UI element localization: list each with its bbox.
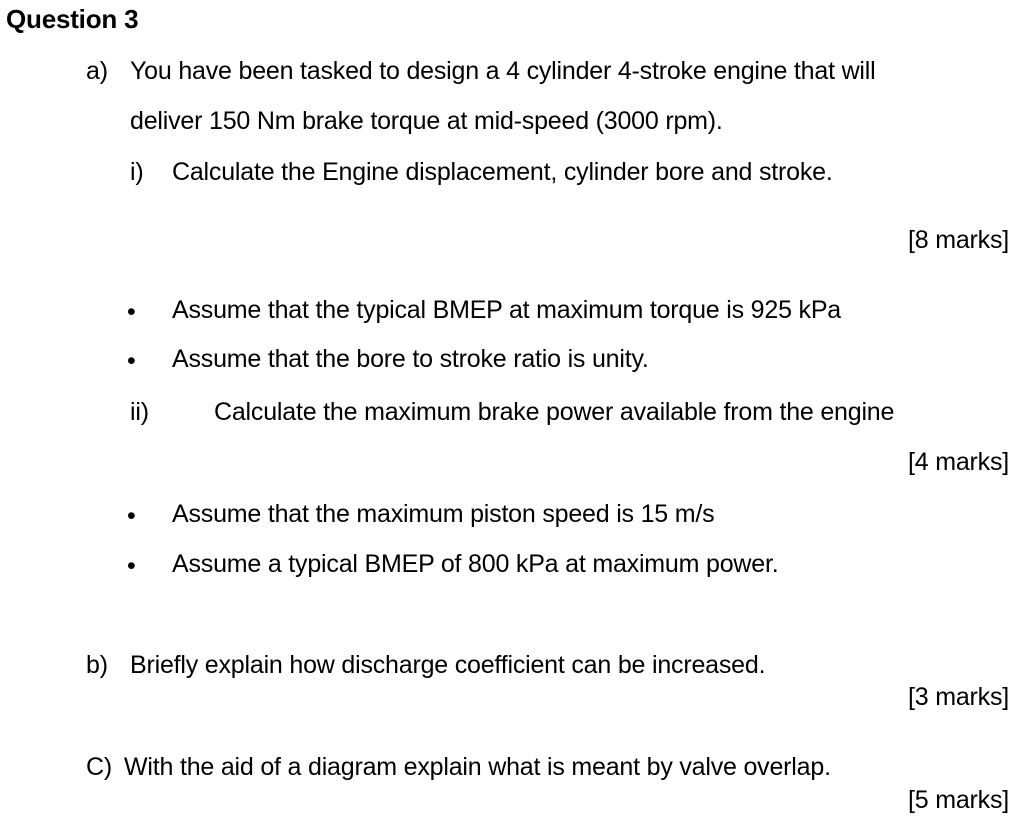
- part-c-text: With the aid of a diagram explain what is meant by valve overlap.: [124, 753, 831, 781]
- part-c-label: C): [86, 753, 112, 781]
- question-heading: Question 3: [6, 4, 139, 34]
- part-b-label: b): [86, 651, 108, 679]
- part-a-i-marks: [8 marks]: [908, 226, 1009, 254]
- bullet-glyph: •: [127, 552, 136, 580]
- part-a-ii-marks: [4 marks]: [908, 448, 1009, 476]
- part-b-marks: [3 marks]: [908, 683, 1009, 711]
- bullet-glyph: •: [127, 347, 136, 375]
- part-a-i-text: Calculate the Engine displacement, cylinder bore and stroke.: [172, 158, 833, 186]
- part-a-ii-label: ii): [130, 398, 149, 426]
- part-b-text: Briefly explain how discharge coefficient can be increased.: [130, 651, 766, 679]
- part-a-line-2: deliver 150 Nm brake torque at mid-speed (3000 rpm).: [130, 107, 723, 135]
- part-c-marks: [5 marks]: [908, 786, 1009, 814]
- part-a-line-1: You have been tasked to design a 4 cylinder 4-stroke engine that will: [130, 57, 876, 85]
- assumption-bore-stroke-ratio: Assume that the bore to stroke ratio is unity.: [172, 345, 649, 373]
- assumption-bmep-max-power: Assume a typical BMEP of 800 kPa at maximum power.: [172, 550, 779, 578]
- bullet-glyph: •: [127, 502, 136, 530]
- part-a-ii-text: Calculate the maximum brake power available from the engine: [214, 398, 895, 426]
- part-a-label: a): [86, 57, 108, 85]
- assumption-piston-speed: Assume that the maximum piston speed is 15 m/s: [172, 500, 715, 528]
- assumption-bmep-max-torque: Assume that the typical BMEP at maximum torque is 925 kPa: [172, 296, 841, 324]
- bullet-glyph: •: [127, 298, 136, 326]
- part-a-i-label: i): [130, 158, 144, 186]
